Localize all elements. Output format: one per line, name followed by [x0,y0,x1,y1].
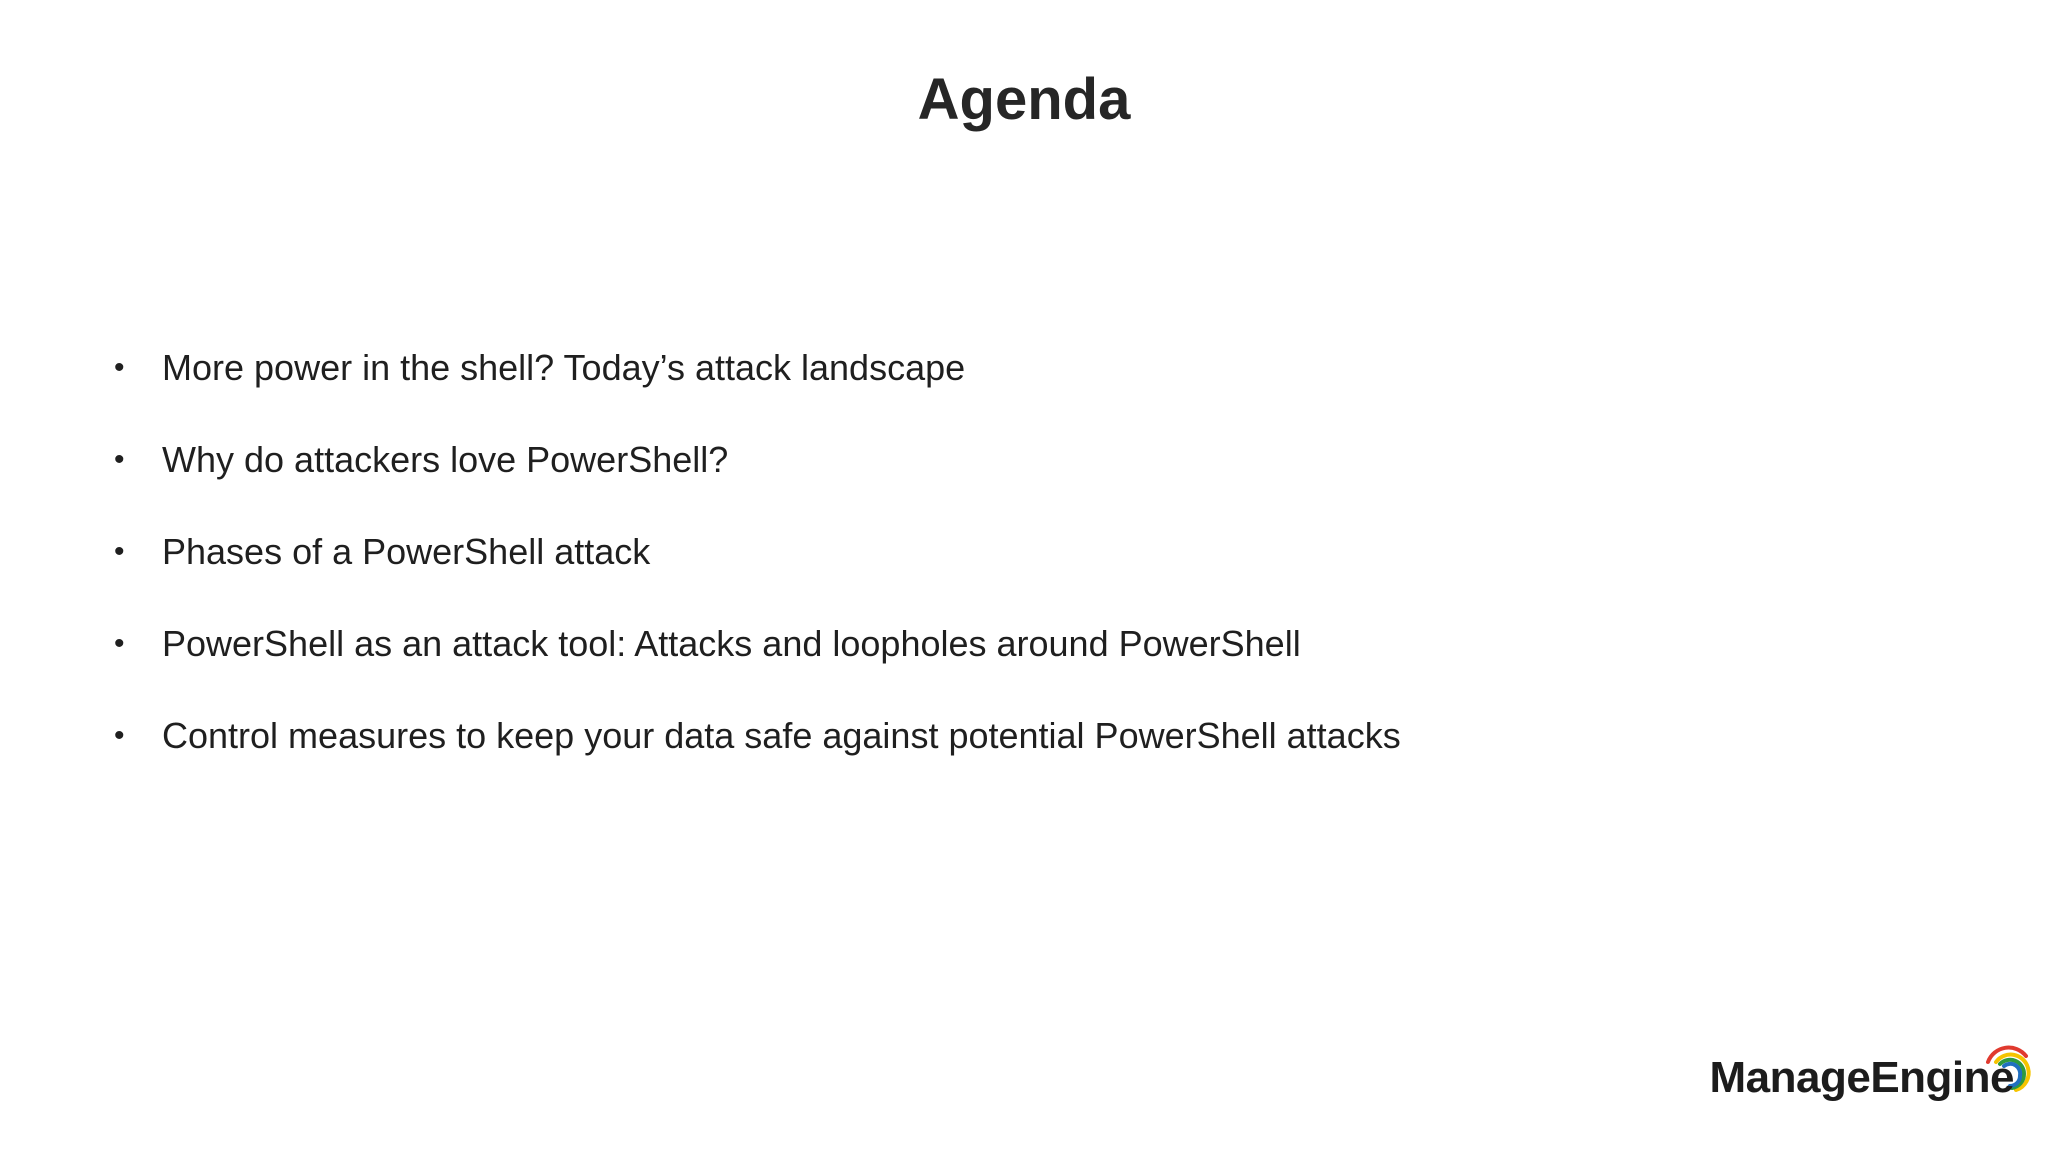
bullet-icon: • [114,535,125,568]
agenda-item [112,690,1401,782]
agenda-item [112,598,1401,690]
agenda-item-text: Control measures to keep your data safe against potential PowerShell attacks [162,715,1401,756]
bullet-icon: • [114,627,125,660]
bullet-icon: • [114,719,125,752]
agenda-item-text: Why do attackers love PowerShell? [162,439,729,480]
agenda-item-text: PowerShell as an attack tool: Attacks and loopholes around PowerShell [162,623,1301,664]
agenda-item [112,322,1401,414]
bullet-icon: • [114,443,125,476]
agenda-item-text: Phases of a PowerShell attack [162,531,651,572]
bullet-icon: • [114,351,125,384]
logo-text: ManageEngine [1709,1053,2014,1102]
agenda-list [112,322,1401,782]
agenda-item-text: More power in the shell? Today’s attack landscape [162,347,966,388]
manageengine-logo [1706,1038,2036,1108]
slide-title: Agenda [917,67,1131,132]
agenda-item [112,506,1401,598]
agenda-item [112,414,1401,506]
